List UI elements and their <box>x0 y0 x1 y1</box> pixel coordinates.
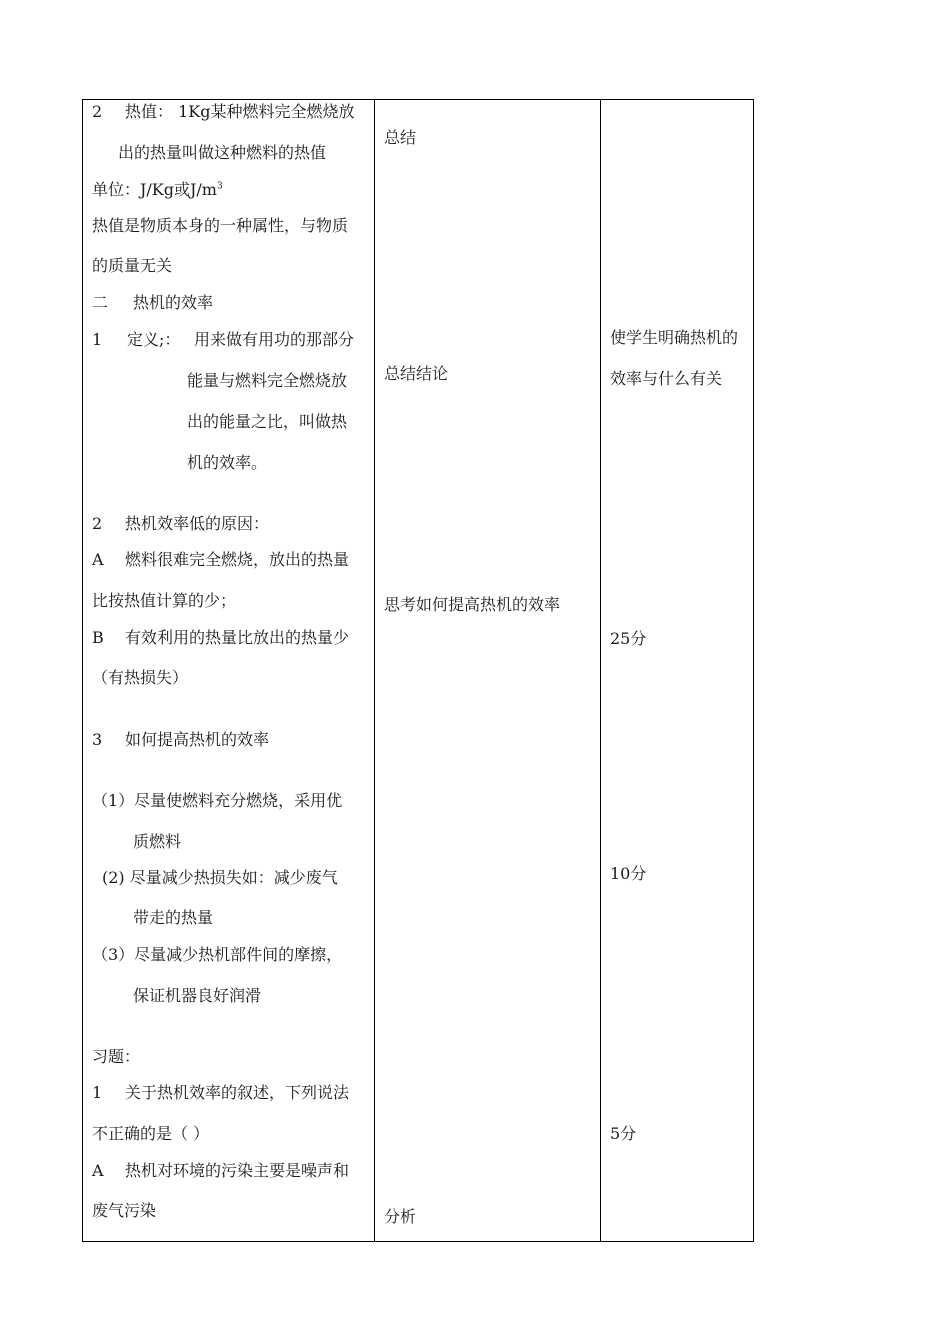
question-text: 关于热机效率的叙述，下列说法 <box>125 1083 350 1102</box>
activity-think: 思考如何提高热机的效率 <box>384 595 561 614</box>
list-item: (2) 尽量减少热损失如：减少废气 <box>102 868 338 887</box>
goal-text-cont: 效率与什么有关 <box>610 369 723 388</box>
time-allotment: 10分 <box>610 864 647 883</box>
definition-text: 能量与燃料完全燃烧放 <box>187 371 348 390</box>
list-item: （3）尽量减少热机部件间的摩擦， <box>92 945 343 964</box>
option-letter: B <box>92 628 104 647</box>
heat-value-definition: 热值： 1Kg某种燃料完全燃烧放 <box>125 102 355 121</box>
option-text-cont: 废气污染 <box>92 1201 157 1220</box>
column-divider <box>374 100 375 1241</box>
reason-text: 有效利用的热量比放出的热量少 <box>125 628 350 647</box>
column-divider <box>600 100 601 1241</box>
item-number: 1 <box>92 1083 103 1102</box>
option-text: 热机对环境的污染主要是噪声和 <box>125 1161 350 1180</box>
subheading: 如何提高热机的效率 <box>125 730 270 749</box>
time-allotment: 25分 <box>610 629 647 648</box>
item-number: 2 <box>92 102 103 121</box>
definition-label: 定义;： <box>127 330 181 349</box>
option-letter: A <box>92 1161 104 1180</box>
activity-summary: 总结 <box>384 128 417 147</box>
unit-text: 单位：J/Kg或J/m <box>92 180 217 199</box>
reason-text-cont: （有热损失） <box>92 668 189 687</box>
definition-text: 出的能量之比，叫做热 <box>187 412 348 431</box>
item-number: 1 <box>92 330 103 349</box>
goal-text: 使学生明确热机的 <box>610 328 739 347</box>
option-letter: A <box>92 550 104 569</box>
unit-line <box>92 180 223 200</box>
list-item-cont: 带走的热量 <box>133 908 214 927</box>
definition-text: 机的效率。 <box>187 453 268 472</box>
time-allotment: 5分 <box>610 1124 637 1143</box>
property-line: 热值是物质本身的一种属性，与物质 <box>92 216 349 235</box>
question-text-cont: 不正确的是（ ） <box>92 1124 210 1143</box>
heat-value-definition-cont: 出的热量叫做这种燃料的热值 <box>118 143 327 162</box>
definition-text: 用来做有用功的那部分 <box>194 330 355 349</box>
exercise-heading: 习题： <box>92 1047 141 1066</box>
reason-text-cont: 比按热值计算的少； <box>92 591 237 610</box>
list-item-cont: 保证机器良好润滑 <box>133 986 262 1005</box>
item-number: 3 <box>92 730 103 749</box>
property-line-cont: 的质量无关 <box>92 256 173 275</box>
activity-analysis: 分析 <box>384 1207 417 1226</box>
list-item-cont: 质燃料 <box>133 832 182 851</box>
section-number: 二 <box>92 293 109 312</box>
activity-conclusion: 总结结论 <box>384 364 449 383</box>
list-item: （1）尽量使燃料充分燃烧，采用优 <box>92 791 343 810</box>
section-title: 热机的效率 <box>133 293 214 312</box>
item-number: 2 <box>92 514 103 533</box>
reason-text: 燃料很难完全燃烧，放出的热量 <box>125 550 350 569</box>
subheading: 热机效率低的原因： <box>125 514 270 533</box>
unit-superscript: 3 <box>216 181 223 192</box>
